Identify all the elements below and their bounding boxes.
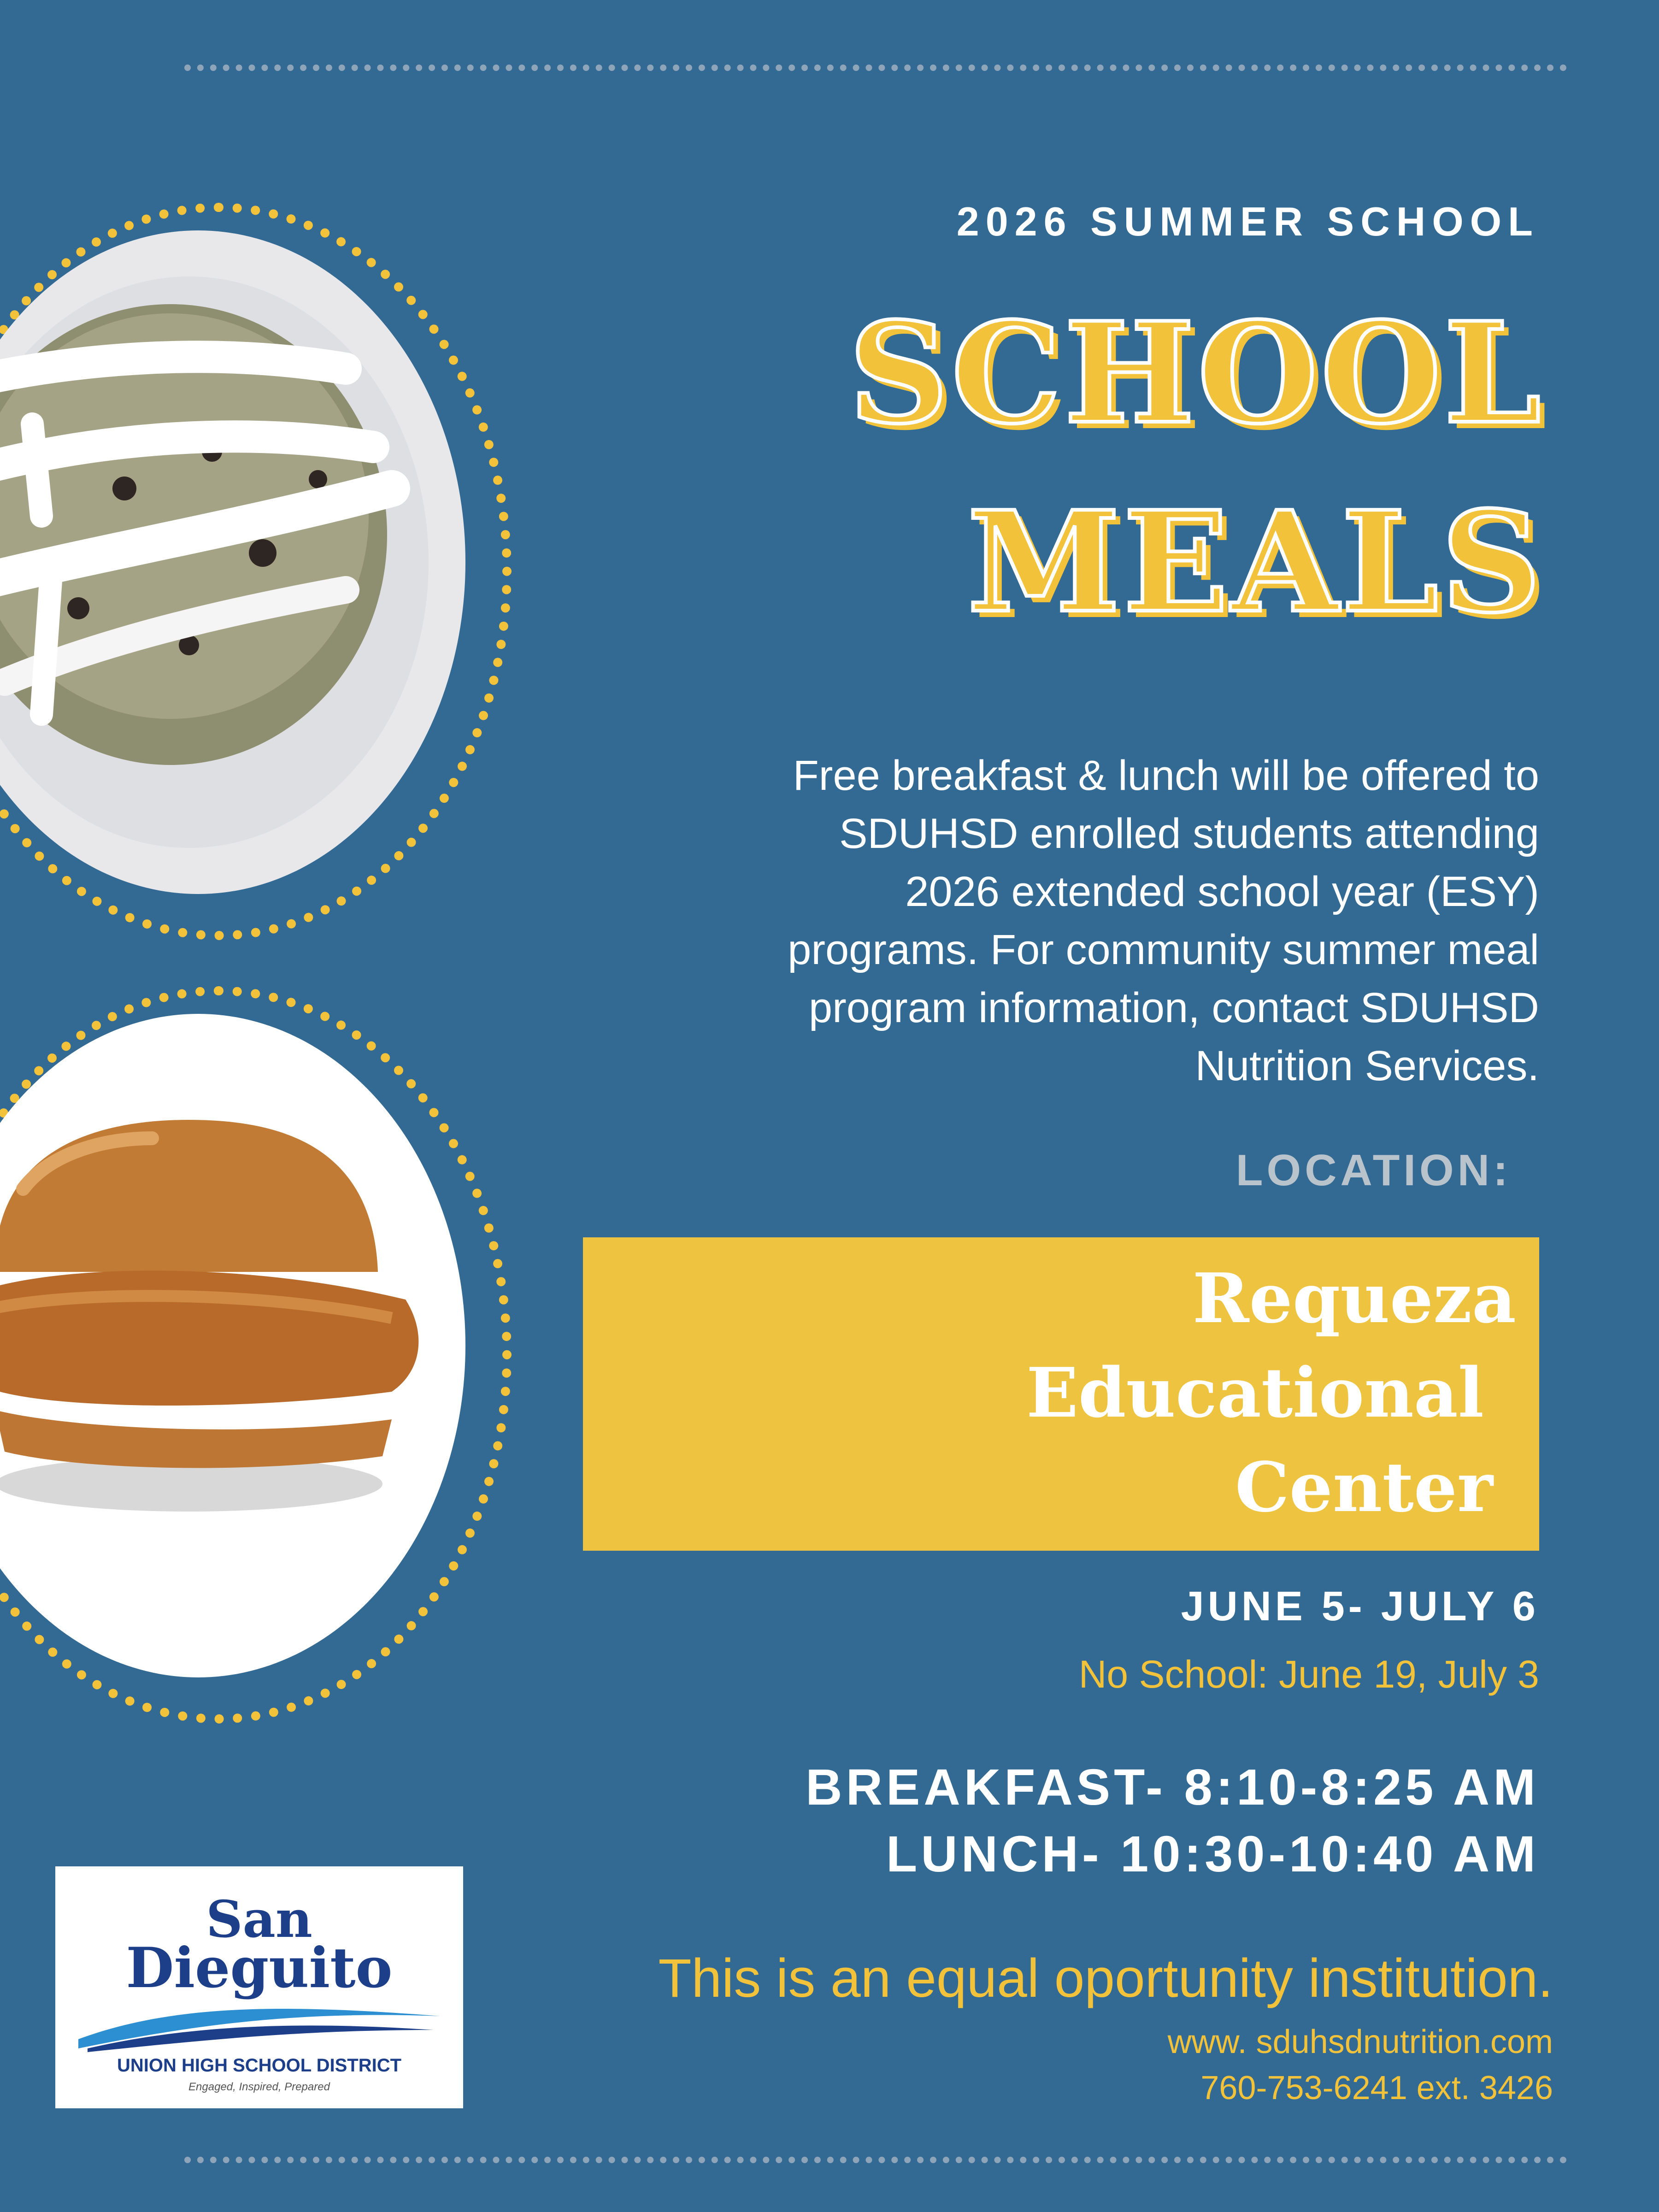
headline-meals: MEALS [967, 481, 1544, 643]
intro-line: Nutrition Services. [1195, 1042, 1539, 1089]
location-name-line: Center [1235, 1447, 1493, 1527]
district-logo [55, 1866, 463, 2108]
intro-line: program information, contact SDUHSD [808, 984, 1539, 1031]
headline-school: SCHOOL [848, 292, 1544, 454]
equal-opportunity-statement: This is an equal oportunity institution. [658, 1948, 1553, 2009]
intro-line: 2026 extended school year (ESY) [905, 868, 1539, 915]
intro-line: Free breakfast & lunch will be offered to [793, 752, 1539, 799]
intro-line: SDUHSD enrolled students attending [839, 810, 1539, 857]
location-name-line: Requeza [1192, 1258, 1516, 1338]
event-subtitle: 2026 SUMMER SCHOOL [956, 199, 1539, 244]
location-name-line: Educational [1026, 1353, 1484, 1433]
lunch-time: LUNCH- 10:30-10:40 AM [886, 1826, 1539, 1883]
top-dotted-divider [184, 65, 1567, 71]
location-label: LOCATION: [1235, 1146, 1512, 1195]
bottom-dotted-divider [184, 2157, 1567, 2163]
logo-wave-icon [74, 1998, 445, 2053]
breakfast-time: BREAKFAST- 8:10-8:25 AM [806, 1759, 1539, 1816]
intro-paragraph [525, 747, 1539, 1095]
logo-tagline: Engaged, Inspired, Prepared [188, 2081, 330, 2093]
logo-text-san: San [206, 1889, 312, 1949]
logo-text-dieguito: Dieguito [126, 1936, 393, 2000]
program-dates: JUNE 5- JULY 6 [1181, 1583, 1539, 1630]
no-school-dates: No School: June 19, July 3 [1078, 1653, 1539, 1696]
website-link[interactable]: www. sduhsdnutrition.com [1167, 2024, 1553, 2060]
intro-line: programs. For community summer meal [788, 926, 1539, 973]
phone-number[interactable]: 760-753-6241 ext. 3426 [1200, 2070, 1553, 2106]
logo-district-name: UNION HIGH SCHOOL DISTRICT [117, 2055, 402, 2076]
